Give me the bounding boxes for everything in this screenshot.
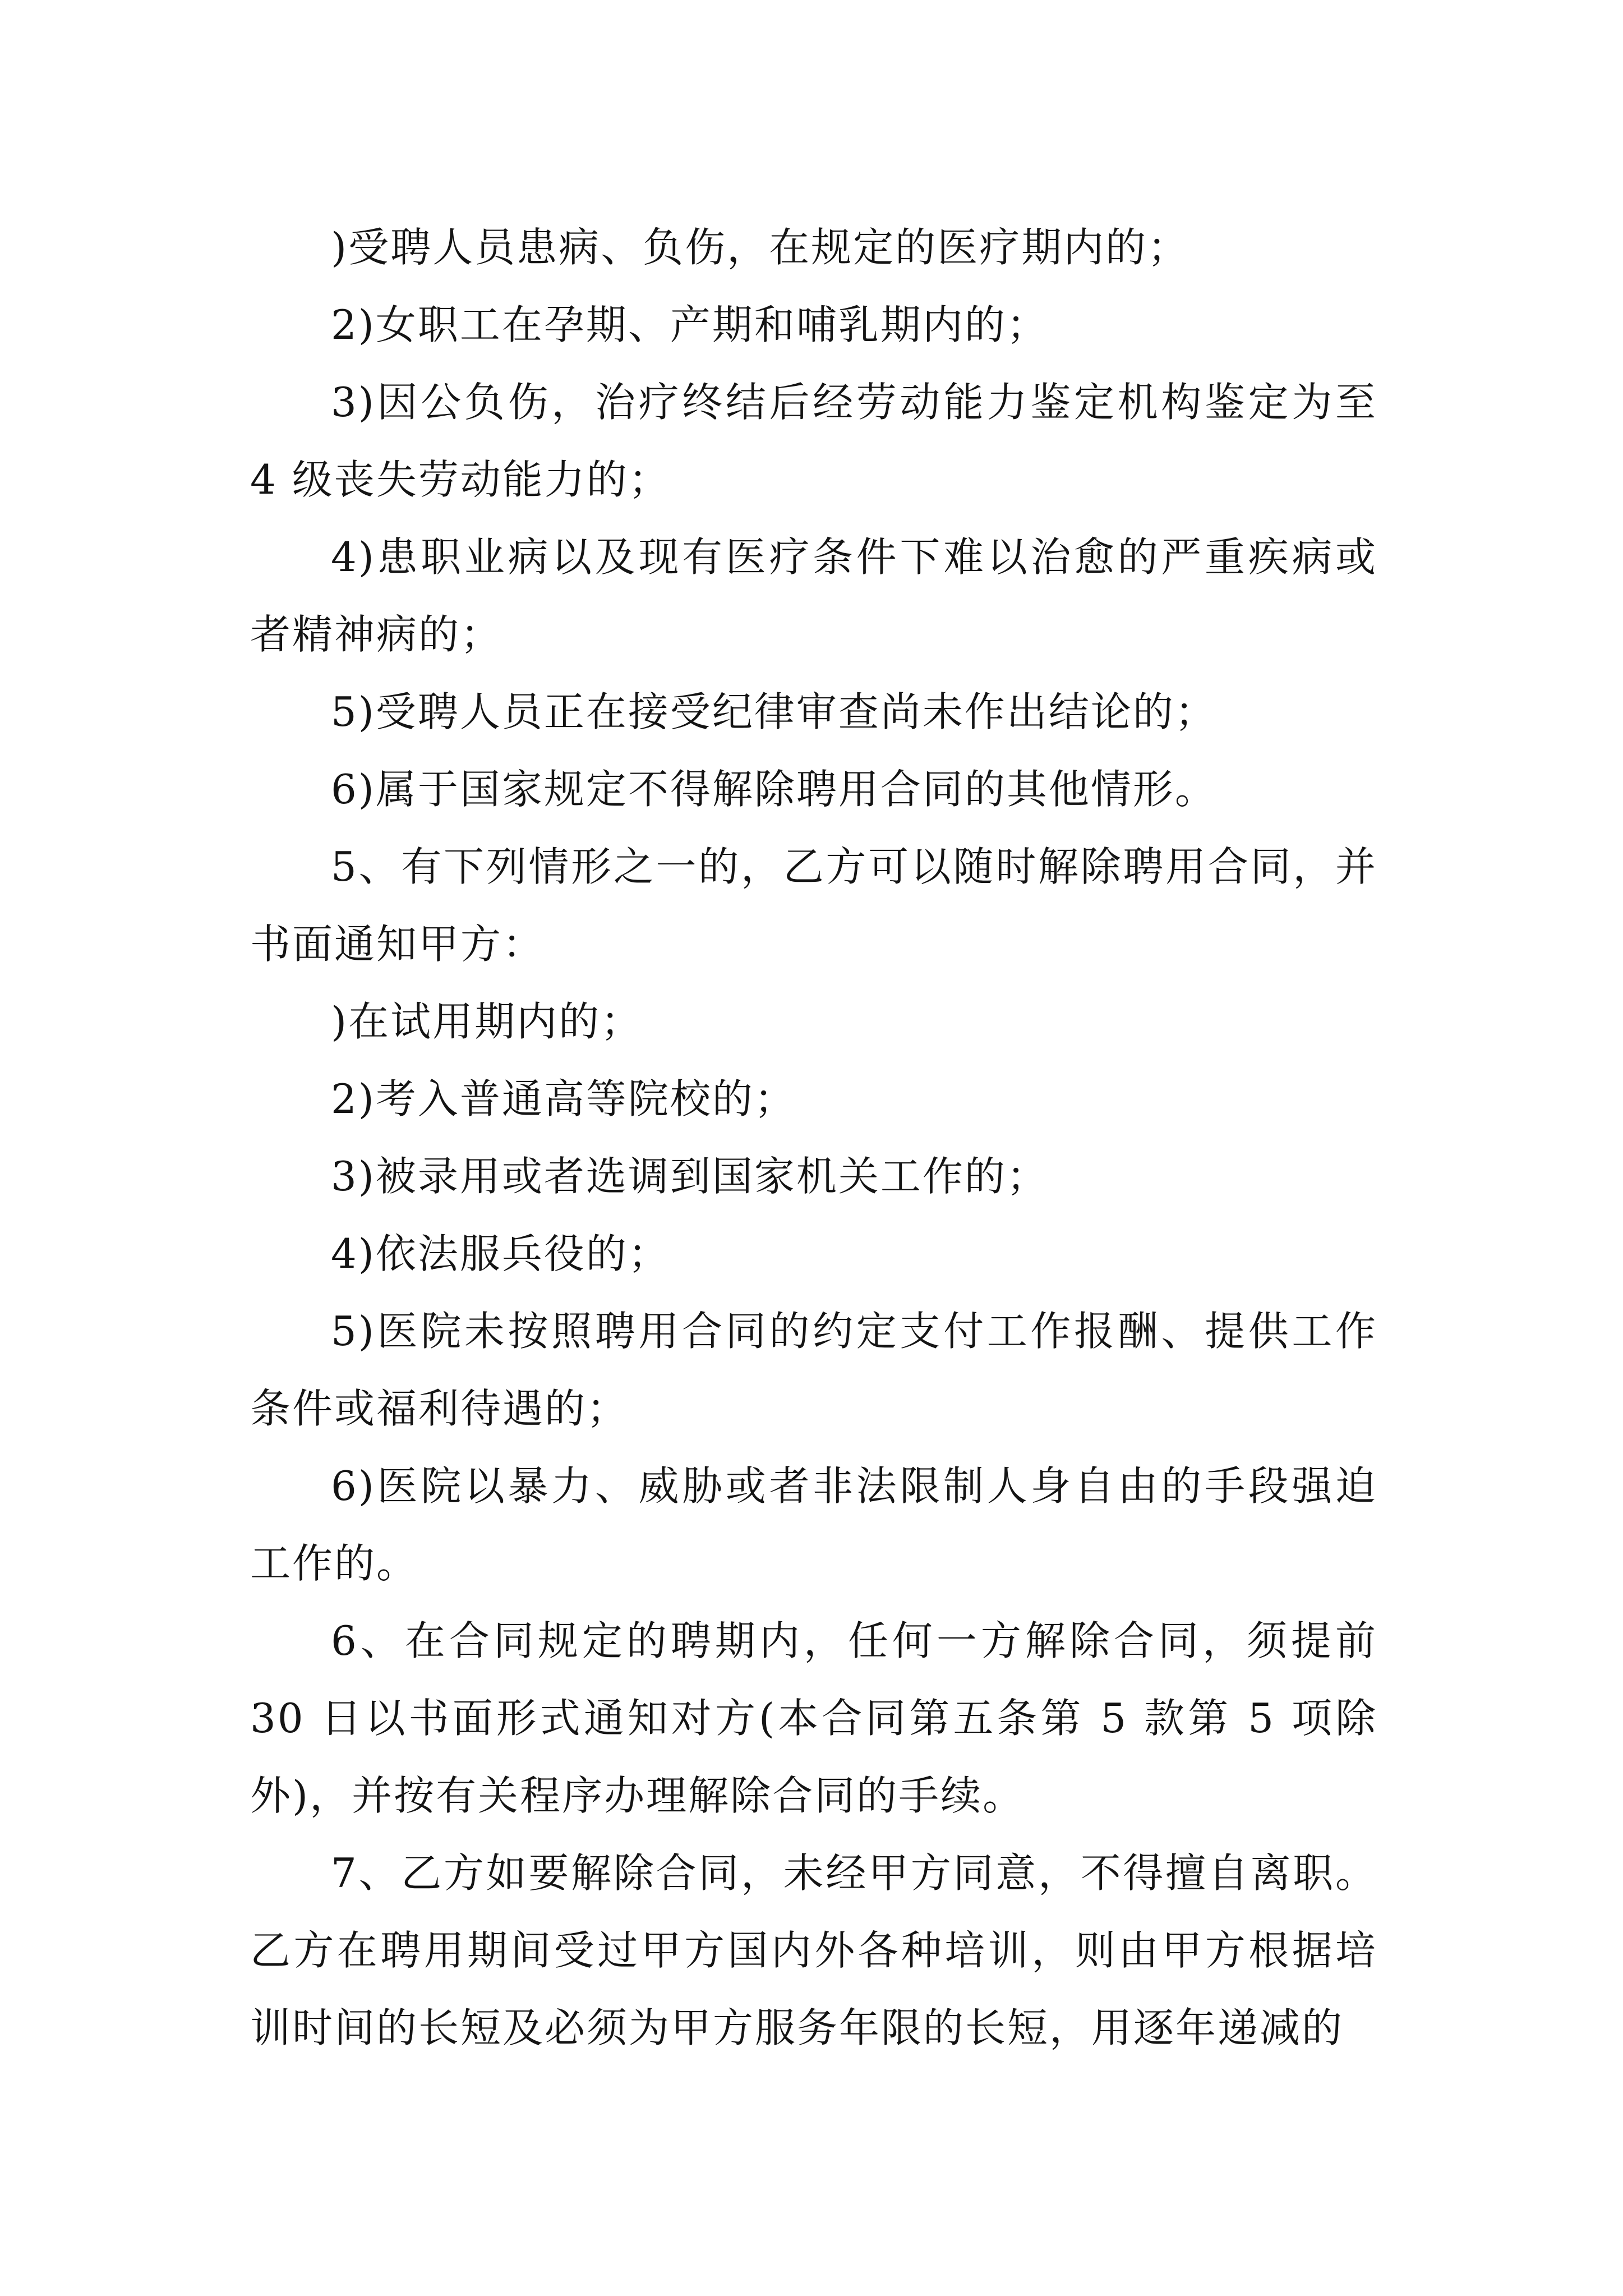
paragraph-7: 5、有下列情形之一的，乙方可以随时解除聘用合同，并书面通知甲方： (250, 843, 1377, 968)
paragraph-14: 6、在合同规定的聘期内，任何一方解除合同，须提前 30 日以书面形式通知对方(本合同第五条第 5 款第 5 项除外)，并按有关程序办理解除合同的手续。 (250, 1617, 1392, 1819)
paragraph-9: 2)考入普通高等院校的； (331, 1075, 796, 1122)
paragraph-1: )受聘人员患病、负伤，在规定的医疗期内的； (331, 224, 1190, 271)
paragraph-15: 7、乙方如要解除合同，未经甲方同意，不得擅自离职。乙方在聘用期间受过甲方国内外各种培训，则由甲方根据培训时间的长短及必须为甲方服务年限的长短，用逐年递减的 (250, 1849, 1377, 2051)
paragraph-4: 4)患职业病以及现有医疗条件下难以治愈的严重疾病或者精神病的； (250, 533, 1377, 658)
paragraph-8: )在试用期内的； (331, 998, 643, 1045)
paragraph-10: 3)被录用或者选调到国家机关工作的； (331, 1153, 1049, 1200)
paragraph-5: 5)受聘人员正在接受纪律审查尚未作出结论的； (331, 688, 1217, 735)
paragraph-11: 4)依法服兵役的； (331, 1230, 670, 1277)
paragraph-6: 6)属于国家规定不得解除聘用合同的其他情形。 (331, 766, 1217, 813)
paragraph-3: 3)因公负伤，治疗终结后经劳动能力鉴定机构鉴定为至 4 级丧失劳动能力的； (250, 379, 1392, 503)
document-body (250, 209, 1392, 2067)
paragraph-12: 5)医院未按照聘用合同的约定支付工作报酬、提供工作条件或福利待遇的； (250, 1308, 1377, 1432)
paragraph-2: 2)女职工在孕期、产期和哺乳期内的； (331, 301, 1049, 348)
paragraph-13: 6)医院以暴力、威胁或者非法限制人身自由的手段强迫工作的。 (250, 1462, 1377, 1587)
